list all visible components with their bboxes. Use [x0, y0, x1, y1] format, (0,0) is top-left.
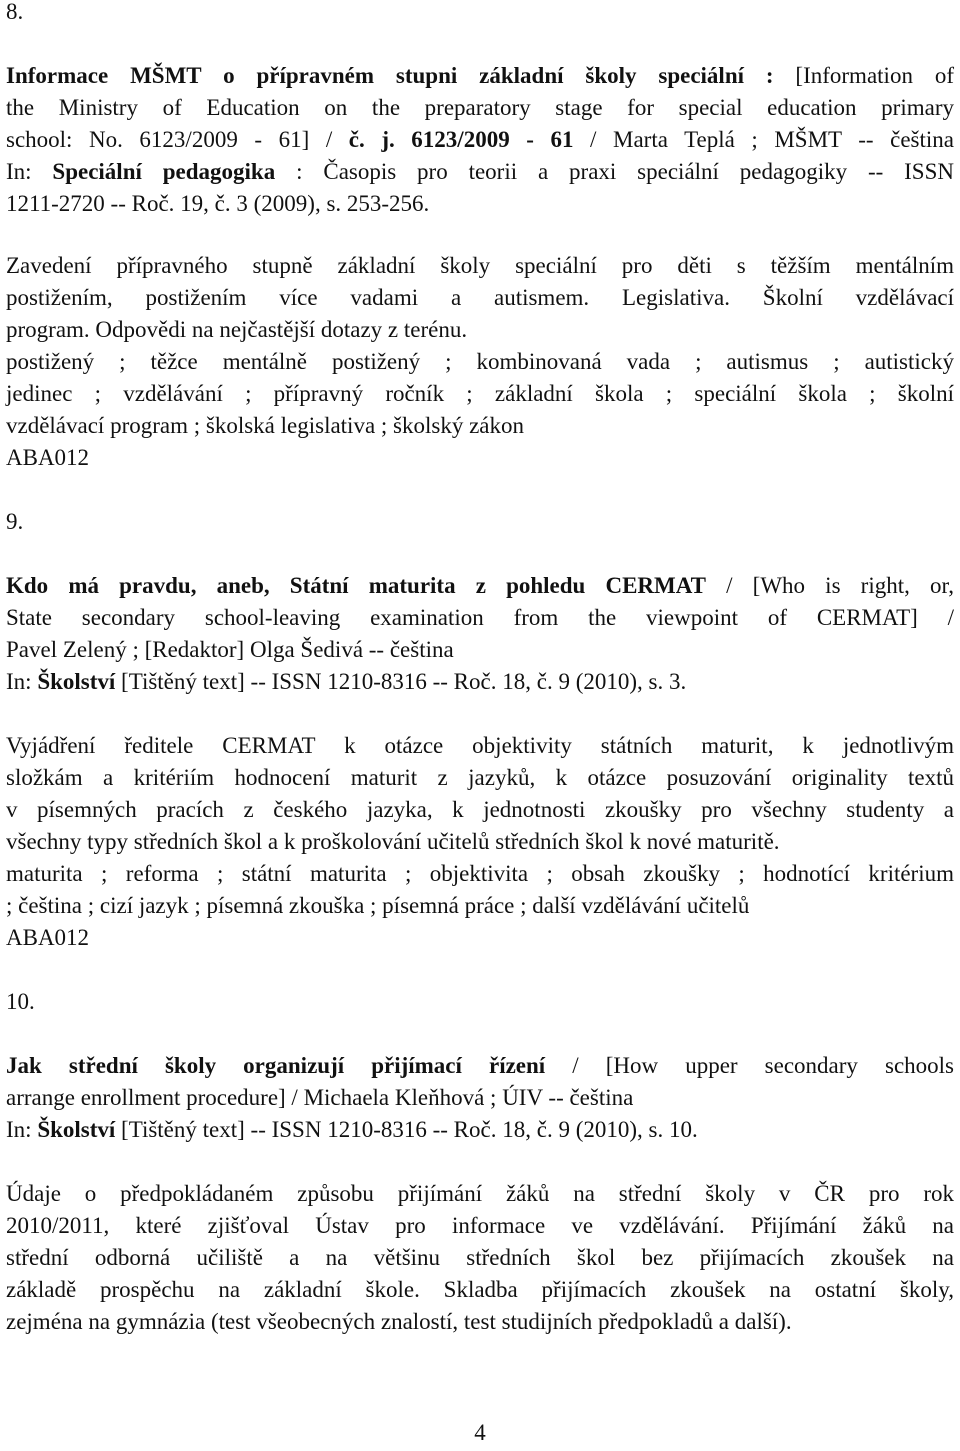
- entry-title: Kdo má pravdu, aneb, Státní maturita z pohledu CERMAT: [6, 573, 706, 598]
- entry-number: 8.: [6, 0, 24, 24]
- abstract-line: střední odborná učiliště a na většinu středních škol bez přijímacích zkoušek na: [6, 1245, 954, 1270]
- citation-line: State secondary school-leaving examination from the viewpoint of CERMAT] /: [6, 605, 954, 630]
- classification-code: ABA012: [6, 445, 90, 470]
- abstract-line: Vyjádření ředitele CERMAT k otázce objektivity státních maturit, k jednotlivým: [6, 733, 954, 758]
- entry-number: 10.: [6, 989, 35, 1014]
- source-line: In: Školství [Tištěný text] -- ISSN 1210-8316 -- Roč. 18, č. 9 (2010), s. 3.: [6, 669, 687, 694]
- entry-title: Jak střední školy organizují přijímací řízení: [6, 1053, 546, 1078]
- keywords-line: jedinec ; vzdělávání ; přípravný ročník ; základní škola ; speciální škola ; školní: [6, 381, 954, 406]
- classification-code: ABA012: [6, 925, 90, 950]
- keywords-line: postižený ; těžce mentálně postižený ; kombinovaná vada ; autismus ; autistický: [6, 349, 954, 374]
- abstract-line: složkám a kritériím hodnocení maturit z jazyků, k otázce posuzování originality textů: [6, 765, 954, 790]
- citation-title-line: [6, 60, 954, 92]
- journal-name: Speciální pedagogika: [52, 159, 276, 184]
- citation-line: the Ministry of Education on the preparatory stage for special education primary: [6, 95, 954, 120]
- abstract-line: v písemných pracích z českého jazyka, k jednotnosti zkoušky pro všechny studenty a: [6, 797, 954, 822]
- abstract-line: zejména na gymnázia (test všeobecných znalostí, test studijních předpokladů a další).: [6, 1309, 792, 1334]
- citation-line: arrange enrollment procedure] / Michaela Kleňhová ; ÚIV -- čeština: [6, 1085, 634, 1110]
- entry-title: Informace MŠMT o přípravném stupni základní školy speciální :: [6, 63, 774, 88]
- title-translation: [Information of: [773, 63, 954, 88]
- citation-title-line: [6, 1050, 954, 1082]
- journal-name: Školství: [37, 669, 116, 694]
- citation-line: school: No. 6123/2009 - 61] / č. j. 6123/2009 - 61 / Marta Teplá ; MŠMT -- čeština: [6, 127, 954, 152]
- abstract-line: Údaje o předpokládaném způsobu přijímání žáků na střední školy v ČR pro rok: [6, 1181, 954, 1206]
- title-translation: / [Who is right, or,: [706, 573, 954, 598]
- keywords-line: maturita ; reforma ; státní maturita ; objektivita ; obsah zkoušky ; hodnotící kritérium: [6, 861, 954, 886]
- citation-title-line: [6, 570, 954, 602]
- title-translation: / [How upper secondary schools: [545, 1053, 954, 1078]
- abstract-line: základě prospěchu na základní škole. Skladba přijímacích zkoušek na ostatní školy,: [6, 1277, 954, 1302]
- entry-number: 9.: [6, 509, 24, 534]
- page-number: 4: [474, 1420, 486, 1445]
- abstract-line: postižením, postižením více vadami a autismem. Legislativa. Školní vzdělávací: [6, 285, 954, 310]
- source-line: In: Speciální pedagogika : Časopis pro teorii a praxi speciální pedagogiky -- ISSN: [6, 159, 954, 184]
- source-line: 1211-2720 -- Roč. 19, č. 3 (2009), s. 253-256.: [6, 191, 430, 216]
- abstract-line: program. Odpovědi na nejčastější dotazy z terénu.: [6, 317, 468, 342]
- keywords-line: ; čeština ; cizí jazyk ; písemná zkouška ; písemná práce ; další vzdělávání učitelů: [6, 893, 750, 918]
- source-line: In: Školství [Tištěný text] -- ISSN 1210-8316 -- Roč. 18, č. 9 (2010), s. 10.: [6, 1117, 698, 1142]
- journal-name: Školství: [37, 1117, 116, 1142]
- citation-line: Pavel Zelený ; [Redaktor] Olga Šedivá -- čeština: [6, 637, 454, 662]
- abstract-line: Zavedení přípravného stupně základní školy speciální pro děti s těžším mentálním: [6, 253, 954, 278]
- abstract-line: 2010/2011, které zjišťoval Ústav pro informace ve vzdělávání. Přijímání žáků na: [6, 1213, 954, 1238]
- keywords-line: vzdělávací program ; školská legislativa ; školský zákon: [6, 413, 525, 438]
- abstract-line: všechny typy středních škol a k proškolování učitelů středních škol k nové maturitě.: [6, 829, 780, 854]
